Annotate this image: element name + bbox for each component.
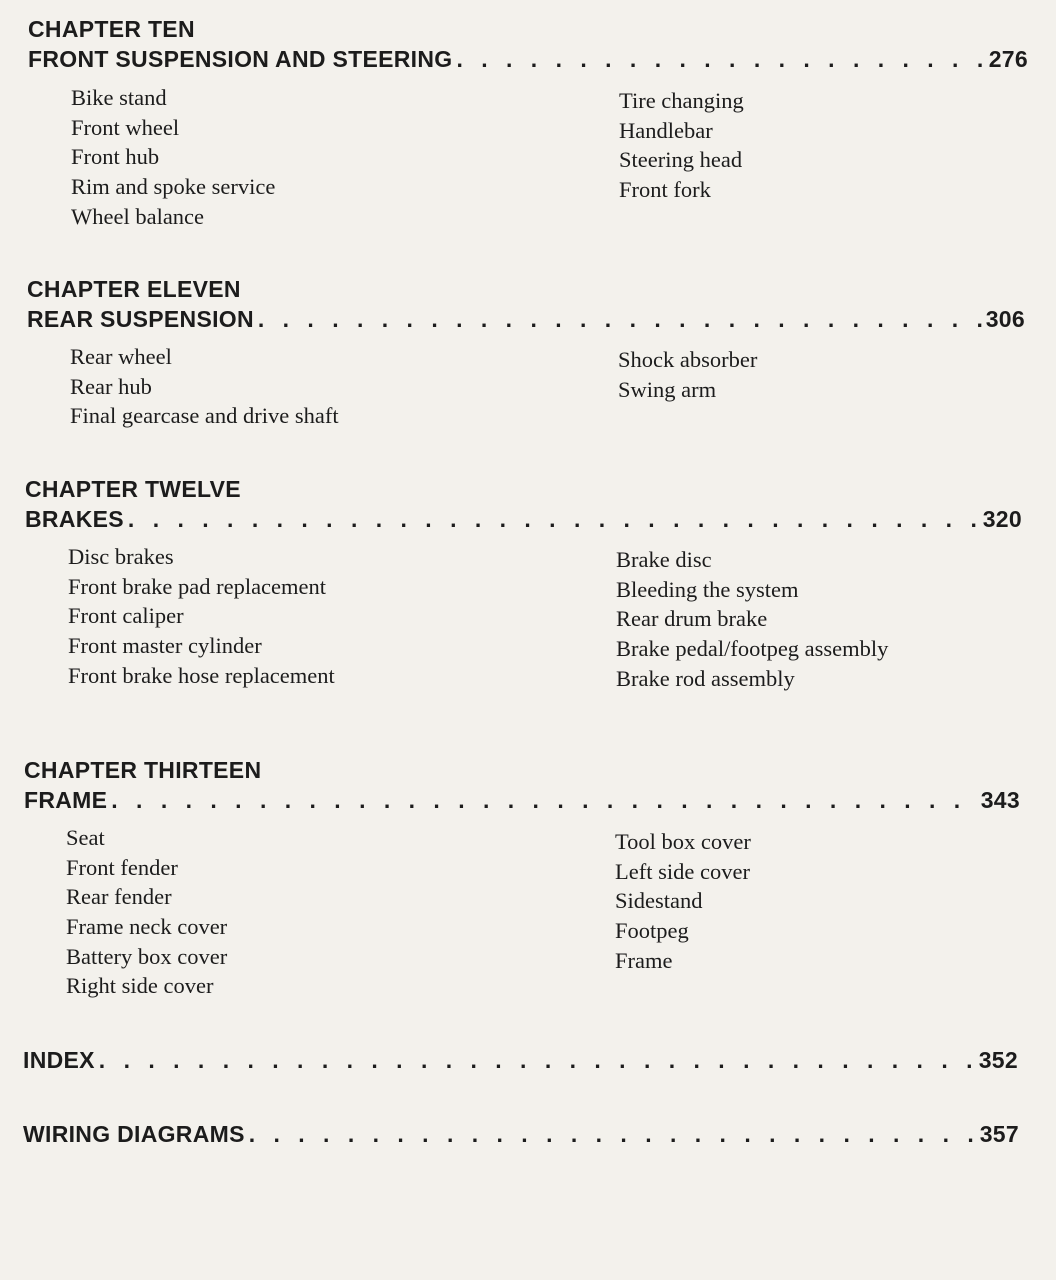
section-item: Final gearcase and drive shaft: [70, 403, 339, 429]
chapter-title: FRONT SUSPENSION AND STEERING: [28, 46, 453, 72]
section-item: Rear hub: [70, 373, 152, 399]
section-item: Wheel balance: [71, 203, 205, 229]
chapter-title: BRAKES: [25, 506, 124, 532]
chapter-title-line[interactable]: [27, 306, 1025, 336]
section-item: Brake disc: [616, 547, 712, 572]
section-item: Handlebar: [619, 117, 713, 143]
chapter-title: FRAME: [24, 787, 108, 813]
section-item: Front fork: [619, 177, 711, 203]
section-item: Rear wheel: [70, 344, 172, 369]
chapter-number: CHAPTER TEN: [28, 16, 195, 42]
section-item: Seat: [66, 825, 105, 850]
chapter-number: CHAPTER THIRTEEN: [24, 757, 262, 783]
chapter-number: CHAPTER TWELVE: [25, 476, 241, 502]
dot-leader: [128, 506, 979, 533]
section-item: Front brake pad replacement: [68, 573, 327, 599]
dot-leader: [456, 46, 984, 73]
section-item: Front hub: [71, 144, 160, 170]
chapter-title-line[interactable]: [28, 46, 1028, 76]
page-number: 352: [978, 1047, 1018, 1073]
page-number: 343: [980, 787, 1020, 813]
dot-leader: [249, 1121, 976, 1148]
section-item: Frame: [615, 947, 673, 973]
chapter-title: REAR SUSPENSION: [27, 306, 254, 332]
section-item: Bleeding the system: [616, 576, 799, 602]
dot-leader: [111, 787, 976, 814]
section-list-right: [618, 345, 757, 404]
section-item: Rear drum brake: [616, 606, 768, 632]
section-list-left: [70, 342, 339, 431]
page-number: 320: [982, 506, 1022, 532]
section-item: Frame neck cover: [66, 914, 228, 940]
section-item: Footpeg: [615, 918, 689, 944]
page-number: 276: [988, 46, 1028, 72]
section-item: Rim and spoke service: [71, 174, 276, 200]
index-title: INDEX: [23, 1047, 95, 1073]
section-item: Bike stand: [71, 85, 167, 110]
section-item: Tool box cover: [615, 829, 751, 854]
page-number: 306: [985, 306, 1025, 332]
index-entry[interactable]: [23, 1047, 1018, 1077]
dot-leader: [258, 306, 982, 333]
section-item: Front caliper: [68, 603, 184, 629]
section-item: Battery box cover: [66, 943, 228, 969]
chapter-number: CHAPTER ELEVEN: [27, 276, 241, 302]
chapter-title-line[interactable]: [25, 506, 1022, 536]
section-list-left: [66, 823, 227, 1001]
section-item: Rear fender: [66, 884, 172, 910]
section-item: Front fender: [66, 854, 178, 880]
section-item: Front brake hose replacement: [68, 662, 335, 688]
page-number: 357: [979, 1121, 1019, 1147]
section-item: Sidestand: [615, 888, 703, 914]
section-list-right: [616, 545, 888, 693]
section-item: Front wheel: [71, 114, 180, 140]
section-list-left: [68, 542, 335, 690]
section-item: Tire changing: [619, 88, 744, 113]
section-item: Disc brakes: [68, 544, 174, 569]
section-item: Brake rod assembly: [616, 665, 795, 691]
wiring-diagrams-title: WIRING DIAGRAMS: [23, 1121, 245, 1147]
section-item: Swing arm: [618, 376, 717, 402]
section-list-left: [71, 83, 275, 231]
section-item: Right side cover: [66, 973, 214, 999]
section-item: Left side cover: [615, 858, 750, 884]
dot-leader: [99, 1047, 975, 1074]
section-item: Brake pedal/footpeg assembly: [616, 636, 889, 662]
section-item: Shock absorber: [618, 347, 758, 372]
section-list-right: [619, 86, 744, 205]
section-list-right: [615, 827, 751, 975]
section-item: Steering head: [619, 147, 743, 173]
section-item: Front master cylinder: [68, 633, 262, 659]
wiring-diagrams-entry[interactable]: [23, 1121, 1019, 1151]
chapter-title-line[interactable]: [24, 787, 1020, 817]
